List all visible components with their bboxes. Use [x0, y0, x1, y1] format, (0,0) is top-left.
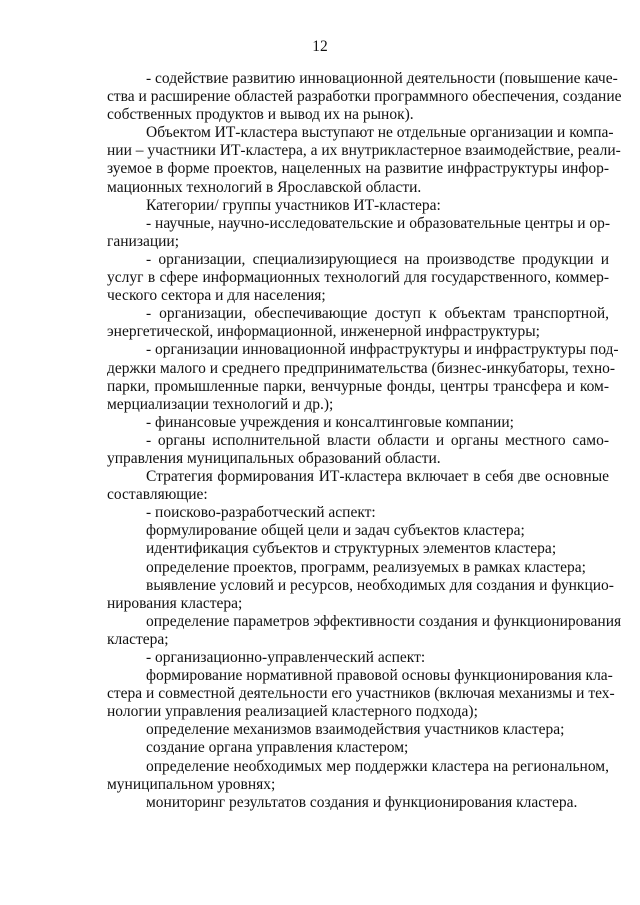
text-line: - научные, научно-исследовательские и образовательные центры и ор-	[146, 214, 611, 232]
document-body	[107, 70, 622, 812]
text-line: - органы исполнительной власти области и органы местного само-	[146, 431, 609, 449]
text-line: энергетической, информационной, инженерной инфраструктуры;	[107, 323, 540, 341]
text-line: формулирование общей цели и задач субъектов кластера;	[146, 522, 525, 540]
text-line: мониторинг результатов создания и функционирования кластера.	[146, 793, 578, 811]
text-line: стера и совместной деятельности его участников (включая механизмы и тех-	[107, 685, 615, 703]
text-line: услуг в сфере информационных технологий для государственного, коммер-	[107, 269, 609, 287]
paragraph	[107, 305, 609, 341]
paragraph	[107, 576, 614, 613]
text-line: - организации, специализирующиеся на производстве продукции и	[146, 250, 609, 268]
paragraph	[107, 612, 622, 649]
paragraph	[107, 739, 609, 757]
text-line: определение проектов, программ, реализуемых в рамках кластера;	[146, 558, 586, 576]
text-line: формирование нормативной правовой основы функционирования кла-	[146, 667, 613, 685]
text-line: создание органа управления кластером;	[146, 739, 409, 757]
paragraph	[107, 70, 622, 124]
text-line: - организации инновационной инфраструктуры и инфраструктуры под-	[146, 341, 619, 359]
text-line: - содействие развитию инновационной деятельности (повышение каче-	[146, 70, 618, 87]
text-line: - поисково-разработческий аспект:	[146, 504, 376, 522]
text-line: кластера;	[107, 630, 169, 648]
text-line: - организационно-управленческий аспект:	[146, 649, 426, 666]
text-line: Категории/ группы участников ИТ-кластера:	[146, 196, 441, 214]
paragraph	[107, 667, 615, 721]
paragraph	[107, 721, 609, 739]
page-number: 12	[312, 38, 328, 55]
paragraph	[107, 649, 609, 667]
text-line: - финансовые учреждения и консалтинговые компании;	[146, 413, 514, 431]
text-line: - организации, обеспечивающие доступ к объектам транспортной,	[146, 305, 609, 323]
text-line: Стратегия формирования ИТ-кластера включает в себя две основные	[146, 468, 609, 486]
paragraph	[107, 504, 609, 522]
text-line: нологии управления реализацией кластерного подхода);	[107, 703, 478, 721]
text-line: Объектом ИТ-кластера выступают не отдельные организации и компа-	[146, 124, 614, 142]
paragraph	[107, 794, 609, 812]
paragraph	[107, 758, 609, 794]
text-line: определение параметров эффективности создания и функционирования	[146, 612, 622, 630]
text-line: мерциализации технологий и др.);	[107, 395, 334, 413]
text-line: держки малого и среднего предпринимательства (бизнес-инкубаторы, техно-	[107, 359, 616, 377]
text-line: определение механизмов взаимодействия участников кластера;	[146, 721, 565, 739]
paragraph	[107, 522, 609, 540]
text-line: нирования кластера;	[107, 594, 243, 612]
paragraph	[107, 468, 609, 504]
text-line: ганизации;	[107, 232, 180, 250]
paragraph	[107, 251, 609, 305]
text-line: определение необходимых мер поддержки кластера на региональном,	[146, 757, 609, 775]
paragraph	[107, 124, 621, 196]
paragraph	[107, 341, 619, 413]
text-line: зуемое в форме проектов, нацеленных на развитие инфраструктуры инфор-	[107, 160, 609, 178]
text-line: выявление условий и ресурсов, необходимых для создания и функцио-	[146, 576, 614, 594]
paragraph	[107, 540, 609, 558]
paragraph	[107, 432, 609, 468]
text-line: собственных продуктов и вывод их на рынок).	[107, 106, 414, 124]
paragraph	[107, 414, 609, 432]
text-line: нии – участники ИТ-кластера, а их внутрикластерное взаимодействие, реали-	[107, 142, 621, 160]
text-line: муниципальном уровнях;	[107, 775, 276, 793]
text-line: ческого сектора и для населения;	[107, 287, 326, 305]
text-line: мационных технологий в Ярославской области.	[107, 178, 422, 196]
text-line: составляющие:	[107, 486, 208, 504]
text-line: ства и расширение областей разработки программного обеспечения, создание	[107, 88, 622, 106]
text-line: идентификация субъектов и структурных элементов кластера;	[146, 540, 557, 558]
paragraph	[107, 215, 609, 251]
text-line: управления муниципальных образований области.	[107, 449, 441, 467]
paragraph	[107, 197, 609, 215]
paragraph	[107, 559, 609, 577]
text-line: парки, промышленные парки, венчурные фонды, центры трансфера и ком-	[107, 377, 609, 395]
